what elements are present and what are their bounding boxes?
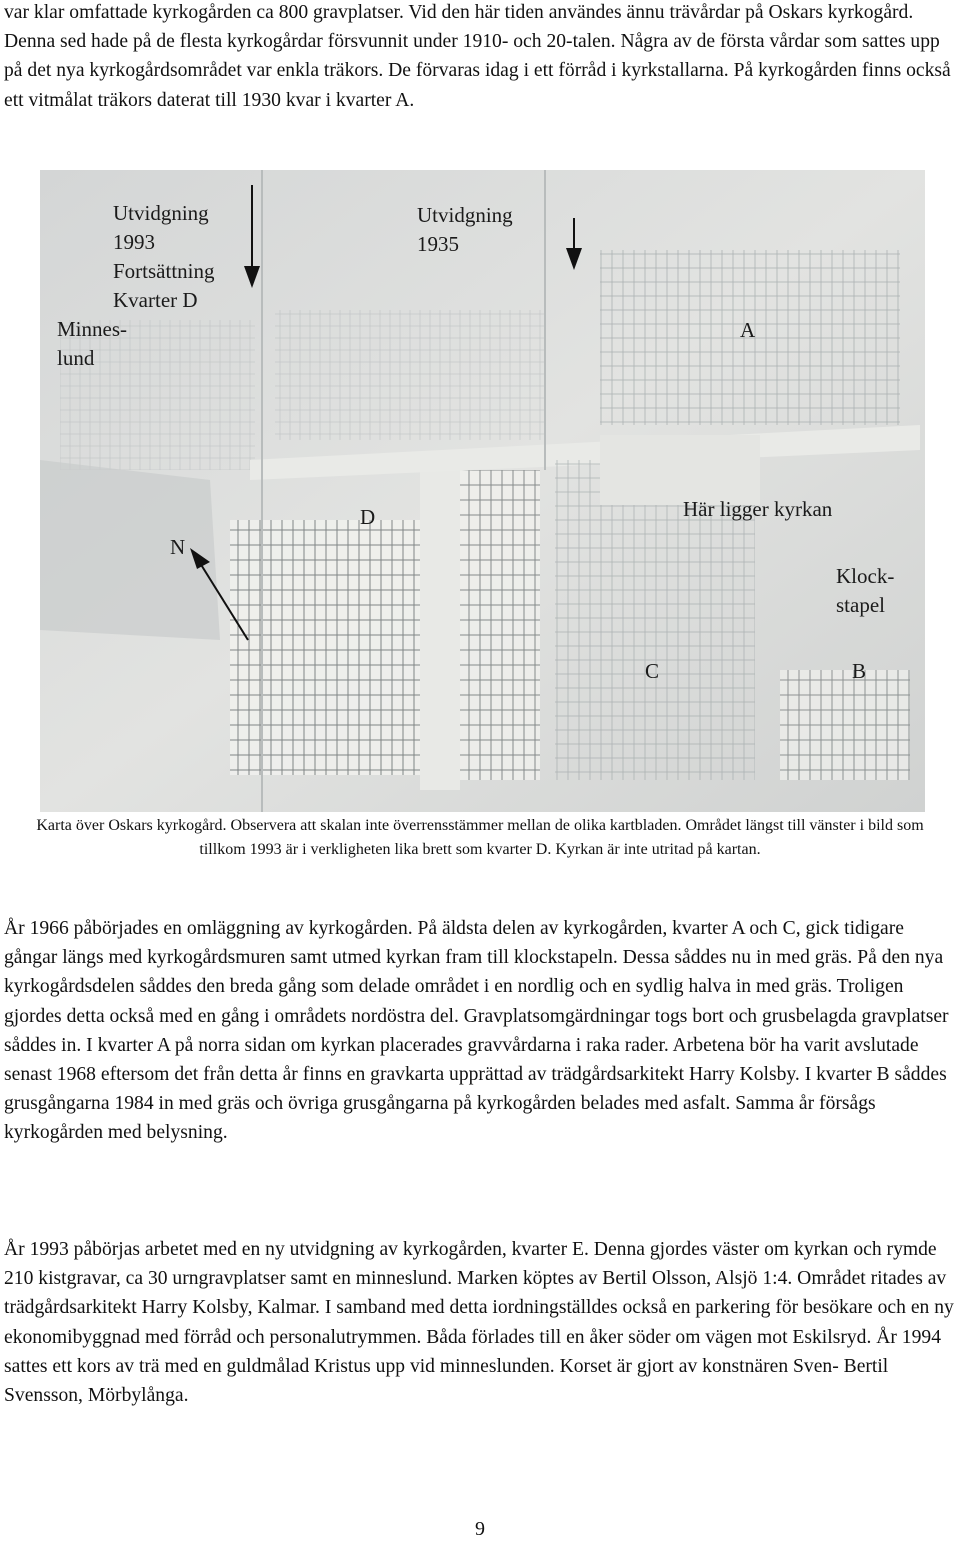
paragraph-1966: År 1966 påbörjades en omläggning av kyrkogården. På äldsta delen av kyrkogården, kvarter A och C, gick tidigare gångar längs med kyrkogårdsmuren samt utmed kyrkan fram till klockstapeln. Dessa såddes nu in med gräs. På den nya kyrkogårdsdelen såddes den breda gång som delade området i en nordlig och en sydlig halva in med gräs. Troligen gjordes detta också med en gång i områdets nordöstra del. Gravplatsomgärdningar togs bort och grusbelagda gravplatser såddes in. I kvarter A på norra sidan om kyrkan placerades gravvårdarna i raka rader. Arbetena bör ha varit avslutade senast 1968 eftersom det från detta år finns en gravkarta upprättad av trädgårdsarkitekt Harry Kolsby. I kvarter B såddes grusgångarna 1984 in med gräs och övriga grusgångarna på kyrkogården belades med asfalt. Samma år försågs kyrkogården med belysning. xyxy=(4,918,949,1144)
map-block-b xyxy=(780,670,910,780)
map-block-d-left xyxy=(230,520,420,775)
cemetery-map-photo xyxy=(40,170,925,812)
intro-paragraph: var klar omfattade kyrkogården ca 800 gravplatser. Vid den här tiden användes ännu trävårdar på Oskars kyrkogård. Denna sed hade på de flesta kyrkogårdar försvunnit under 1910- och 20-talen. Några av de första vårdar som sattes upp på det nya kyrkogårdsområdet var enkla träkors. De förvaras idag i ett förråd i kyrkstallarna. På kyrkogården finns också ett vitmålat träkors daterat till 1930 kvar i kvarter A. xyxy=(4,2,951,111)
map-path-vertical xyxy=(420,460,460,790)
label-kvarter-a: A xyxy=(740,318,756,342)
label-minneslund: Minnes- lund xyxy=(57,317,127,370)
map-block-d-right xyxy=(460,470,540,780)
label-klockstapel: Klock- stapel xyxy=(836,564,895,617)
label-utvidgning-1935: Utvidgning 1935 xyxy=(417,203,513,256)
label-north: N xyxy=(170,535,186,559)
map-block-upper-middle xyxy=(275,310,545,440)
page-number: 9 xyxy=(475,1518,485,1540)
label-church: Här ligger kyrkan xyxy=(683,497,833,521)
label-utvidgning-1993: Utvidgning 1993 Fortsättning Kvarter D xyxy=(113,201,215,312)
map-caption: Karta över Oskars kyrkogård. Observera att skalan inte överrensstämmer mellan de olika kartbladen. Området längst till vänster i bild som tillkom 1993 är i verkligheten lika brett som kvarter D. Kyrkan är inte utritad på kartan. xyxy=(36,817,924,858)
map-sheet-lower-left xyxy=(40,460,220,640)
label-kvarter-d: D xyxy=(360,505,376,529)
label-kvarter-b: B xyxy=(852,659,867,683)
paragraph-1993: År 1993 påbörjas arbetet med en ny utvidgning av kyrkogården, kvarter E. Denna gjordes väster om kyrkan och rymde 210 kistgravar, ca 30 urngravplatser samt en minneslund. Marken köptes av Bertil Olsson, Alsjö 1:4. Området ritades av trädgårdsarkitekt Harry Kolsby, Kalmar. I samband med detta iordningställdes också en parkering för besökare och en ny ekonomibyggnad med förråd och personalutrymmen. Båda förlades till en åker söder om vägen mot Eskilsryd. År 1994 sattes ett kors av trä med en guldmålad Kristus upp vid minneslunden. Korset är gjort av konstnären Sven- Bertil Svensson, Mörbylånga. xyxy=(4,1239,954,1407)
label-kvarter-c: C xyxy=(645,659,660,683)
